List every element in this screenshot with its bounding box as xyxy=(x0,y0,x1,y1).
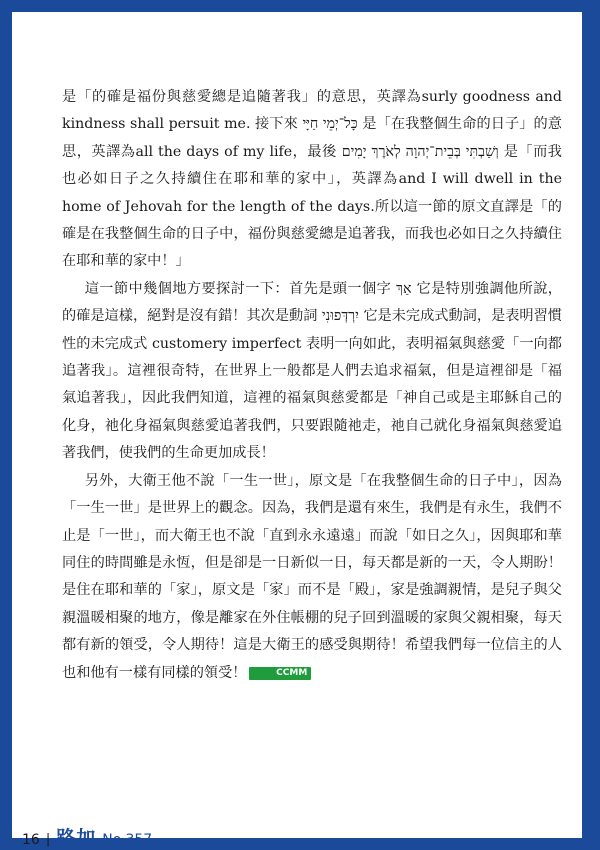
magazine-title: 路加 xyxy=(56,827,97,849)
footer-separator: | xyxy=(45,832,51,847)
ccmm-badge: CCMM xyxy=(249,667,311,680)
paragraph-3-text: 另外，大衛王他不說「一生一世」，原文是「在我整個生命的日子中」，因為「一生一世」是世界上的觀念。因為，我們是還有來生，我們是有永生，我們不止是「一世」，而大衛王也不說「直到永永遠遠」而說「如日之久」，因與耶和華同住的時間雖是永恆，但是卻是一日新似一日，每天都是新的一天，令人期盼！是住在耶和華的「家」，原文是「家」而不是「殿」，家是強調親情，是兒子與父親溫暖相聚的地方，像是離家在外住帳棚的兒子回到溫暖的家與父親相聚，每天都有新的領受，令人期待！這是大衛王的感受與期待！希望我們每一位信主的人也和他有一樣有同樣的領受！ xyxy=(62,472,562,681)
article-body xyxy=(62,84,562,687)
paragraph-2: 這一節中幾個地方要探討一下：首先是頭一個字 אַךְ 它是特別強調他所說，的確是這樣，絕對是沒有錯！其次是動詞 יִרְדְּפוּנִי 它是未完成式動詞，是表明習慣性的未完成式 customery imperfect 表明一向如此，表明福氣與慈愛「一向都追著我」。這裡很奇特，在世界上一般都是人們去追求福氣，但是這裡卻是「福氣追著我」，因此我們知道，這裡的福氣與慈愛都是「神自己或是主耶穌自己的化身，祂化身福氣與慈愛追著我們，只要跟隨祂走，祂自己就化身福氣與慈愛追著我們，使我們的生命更加成長！ xyxy=(62,280,562,462)
page xyxy=(12,12,582,838)
page-number: 16 xyxy=(22,832,40,848)
issue-number: No.357 xyxy=(102,832,153,848)
page-footer xyxy=(22,826,152,850)
paragraph-1: 是「的確是福份與慈愛總是追隨著我」的意思，英譯為surly goodness and kindness shall persuit me. 接下來 כָּל־יְמֵי חַיָּי 是「在我整個生命的日子」的意思，英譯為all the days of my life，最後 וְשַׁבְתִּי בְּבֵית־יְהוָה לְאֹרֶךְ יָמִים 是「而我也必如日子之久持續住在耶和華的家中」，英譯為and I will dwell in the home of Jehovah for the length of the days.所以這一節的原文直譯是「的確是在我整個生命的日子中，福份與慈愛總是追著我，而我也必如日之久持續住在耶和華的家中！」 xyxy=(62,89,562,270)
paragraph-3 xyxy=(62,468,562,687)
